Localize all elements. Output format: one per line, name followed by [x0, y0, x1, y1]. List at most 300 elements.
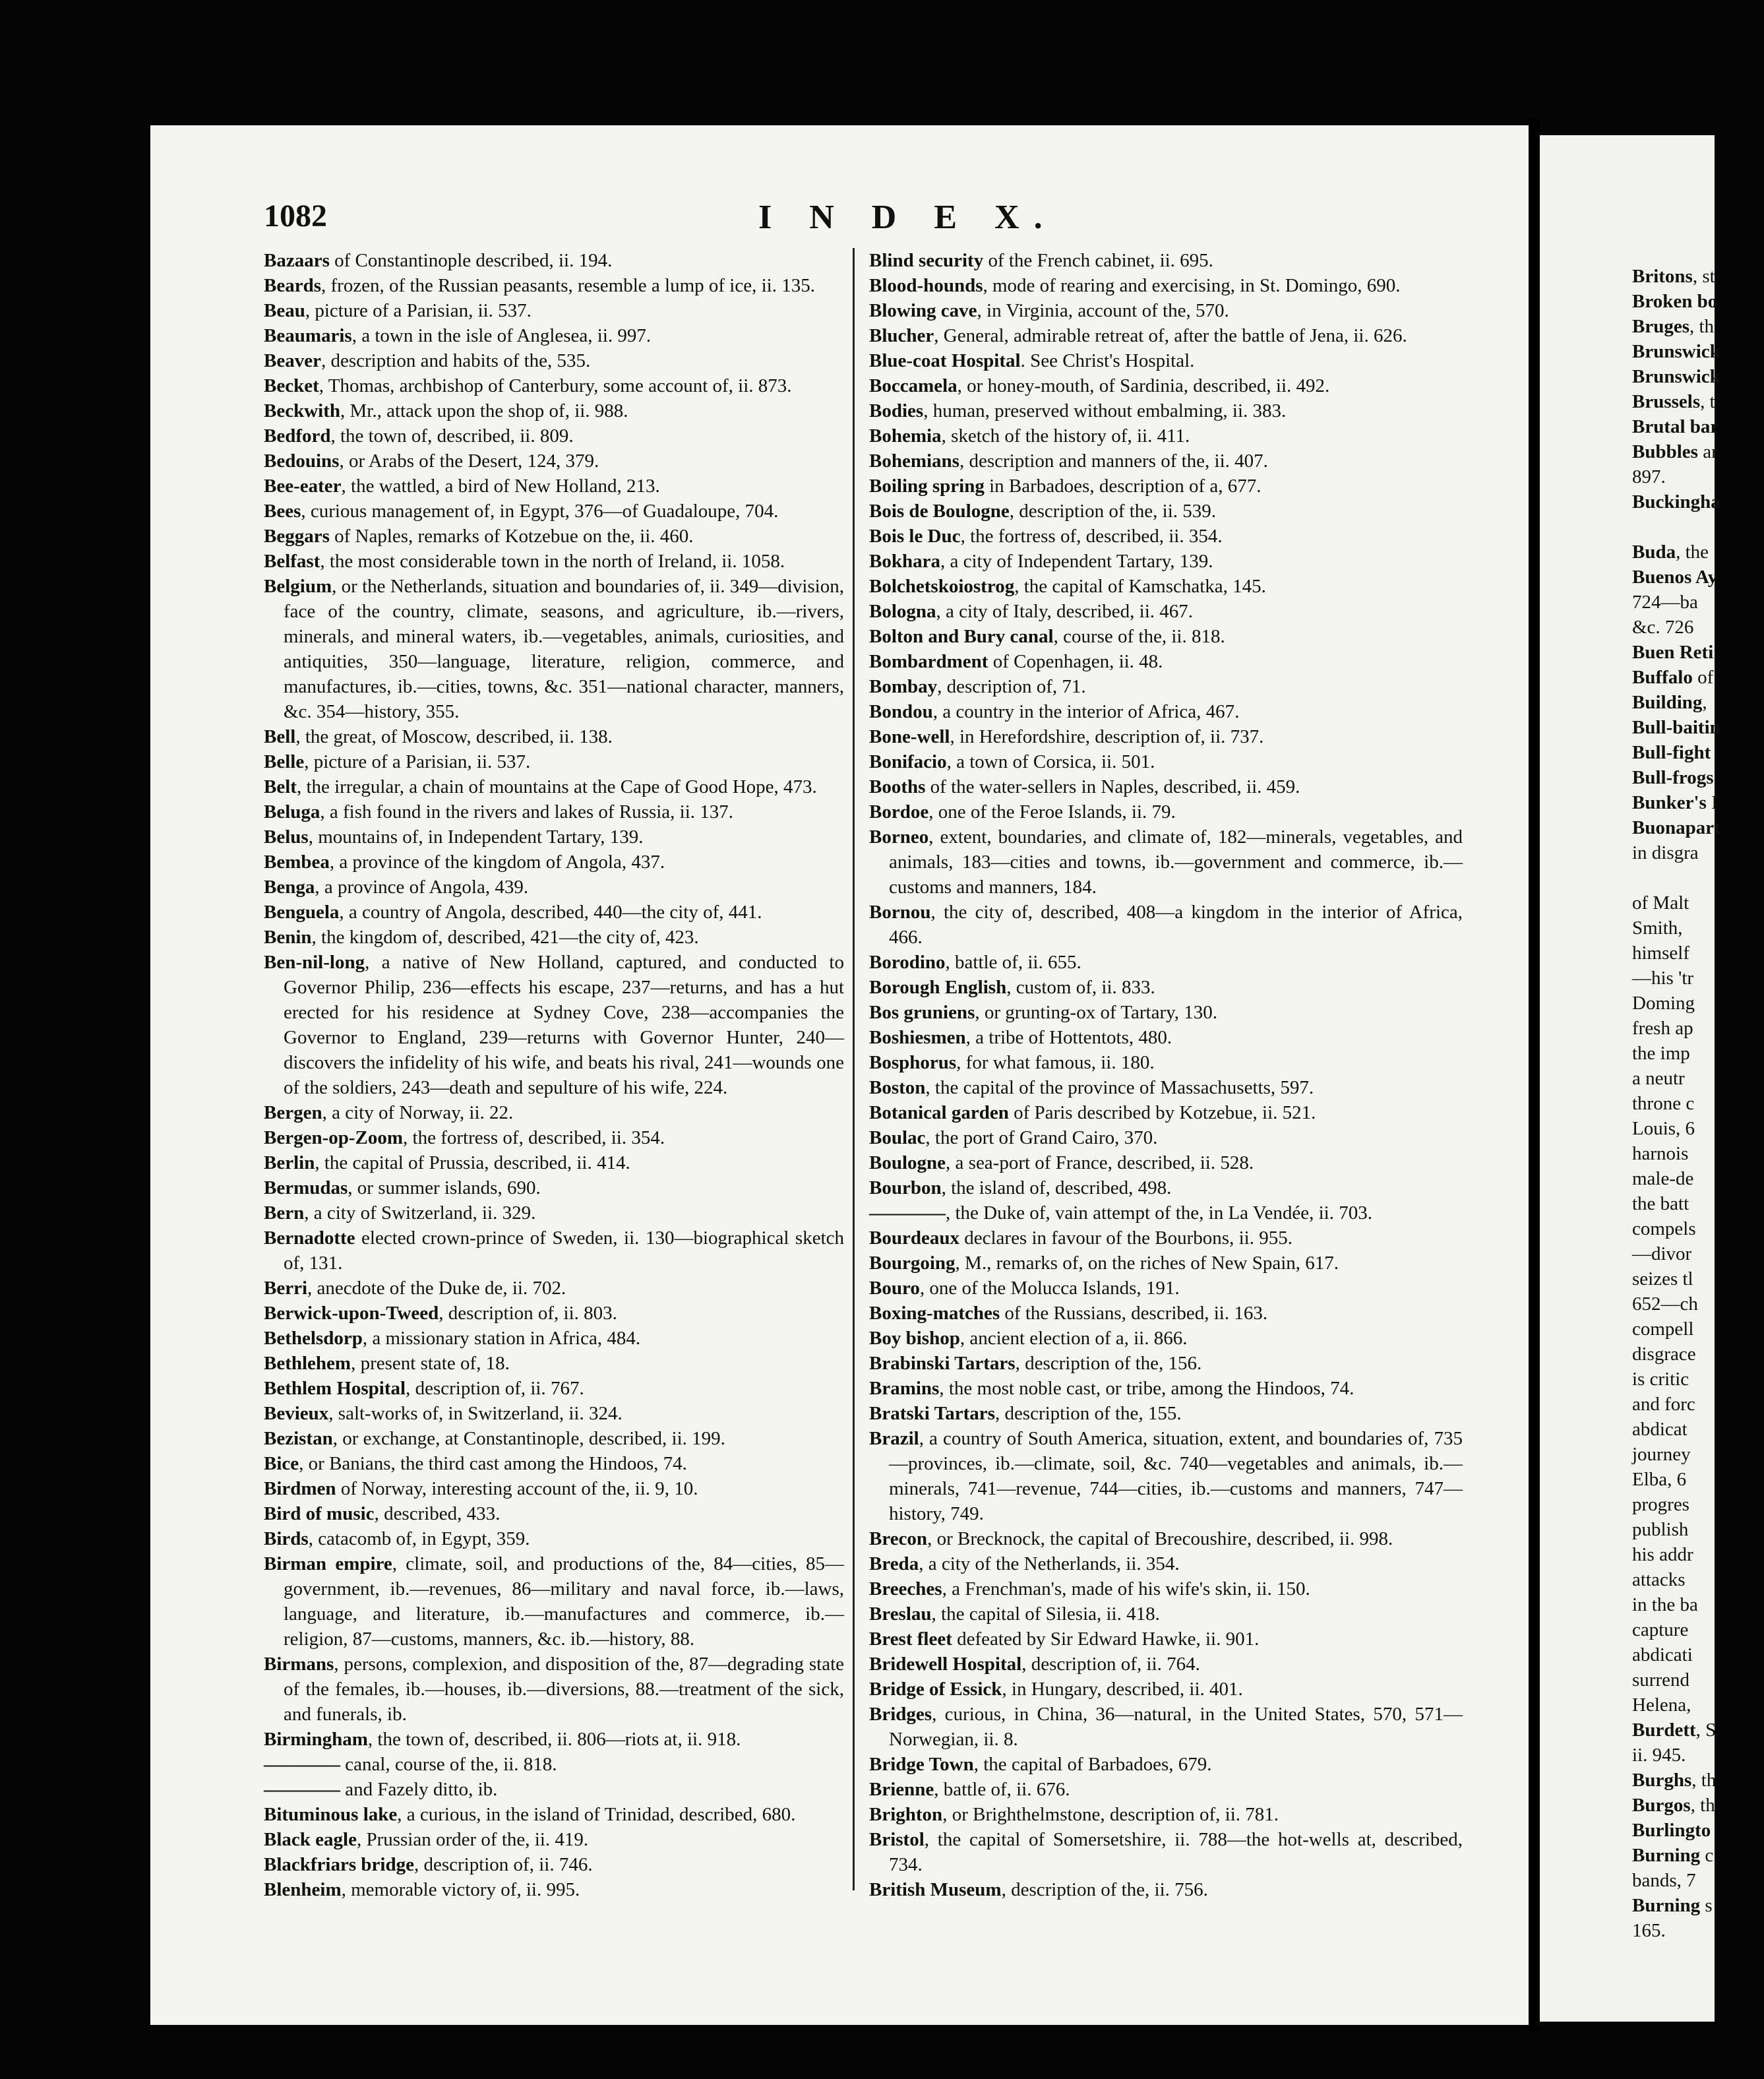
index-entry-headword: Berri	[264, 1278, 308, 1299]
index-entry	[1632, 590, 1764, 615]
index-entry	[264, 1125, 844, 1150]
index-entry-text: , a town of Corsica, ii. 501.	[946, 751, 1155, 772]
index-entry-text: seizes tl	[1632, 1268, 1693, 1289]
index-entry	[869, 1777, 1463, 1802]
index-entry-text: , a Frenchman's, made of his wife's skin, ii. 150.	[942, 1578, 1310, 1599]
index-entry-headword: Bezistan	[264, 1428, 333, 1449]
index-entry-text: Smith,	[1632, 917, 1683, 939]
index-entry	[264, 1476, 844, 1501]
index-entry-text: , the island of, described, 498.	[941, 1177, 1172, 1198]
index-entry-text: —divor	[1632, 1243, 1692, 1264]
index-entry	[264, 298, 844, 323]
index-entry	[869, 824, 1463, 900]
index-entry	[869, 1351, 1463, 1376]
index-entry	[1632, 640, 1764, 665]
index-entry-text: , sketch of the history of, ii. 411.	[941, 425, 1190, 447]
index-entry	[264, 273, 844, 298]
index-entry-text: , human, preserved without embalming, ii. 383.	[923, 400, 1287, 421]
index-entry-headword: Bos gruniens	[869, 1002, 975, 1023]
index-entry-text: , described, 433.	[374, 1503, 501, 1524]
index-entry	[264, 248, 844, 273]
index-entry	[264, 373, 844, 398]
index-entry	[264, 1175, 844, 1200]
index-entry	[1632, 389, 1764, 414]
index-entry	[1632, 1342, 1764, 1367]
index-entry-text: , or Brecknock, the capital of Brecoushire, described, ii. 998.	[927, 1528, 1393, 1549]
index-entry	[264, 549, 844, 574]
index-entry	[869, 1401, 1463, 1426]
index-entry-text: male-de	[1632, 1168, 1694, 1189]
index-entry-text: , the irregular, a chain of mountains at the Cape of Good Hope, 473.	[296, 776, 817, 797]
index-entry-headword: Beaumaris	[264, 325, 352, 346]
index-entry	[1632, 740, 1764, 765]
index-entry	[869, 1576, 1463, 1601]
index-entry-text: bands, 7	[1632, 1870, 1696, 1891]
index-entry-headword: Bethlem Hospital	[264, 1378, 406, 1399]
index-entry-headword: Buen Reti	[1632, 642, 1714, 663]
index-entry	[1632, 1517, 1764, 1542]
index-entry-headword: Bridge of Essick	[869, 1679, 1002, 1700]
index-entry-text: 724—ba	[1632, 592, 1698, 613]
index-entry-headword: Bridges	[869, 1704, 932, 1725]
index-entry	[869, 499, 1463, 524]
index-entry-text: , the capital of Silesia, ii. 418.	[931, 1603, 1160, 1625]
index-entry	[1632, 1843, 1764, 1868]
index-entry-text: surrend	[1632, 1669, 1689, 1691]
index-entry	[869, 1125, 1463, 1150]
index-entry-headword: Birman empire	[264, 1553, 392, 1574]
index-entry	[1632, 790, 1764, 815]
index-entry	[869, 674, 1463, 699]
index-entry	[869, 1376, 1463, 1401]
index-entry-headword: Buda	[1632, 542, 1676, 563]
index-entry-text: , curious management of, in Egypt, 376—of Guadaloupe, 704.	[301, 501, 779, 522]
index-entry-text: , frozen, of the Russian peasants, resemble a lump of ice, ii. 135.	[321, 275, 815, 296]
index-entry-text: , S	[1695, 1720, 1717, 1741]
index-entry-headword: Breeches	[869, 1578, 942, 1599]
index-entry	[1632, 991, 1764, 1016]
index-entry	[869, 1301, 1463, 1326]
index-entry-headword: Ben-nil-long	[264, 952, 365, 973]
index-entry-headword: Berwick-upon-Tweed	[264, 1303, 439, 1324]
index-entry-text: of	[1692, 667, 1714, 688]
index-entry-text: , mode of rearing and exercising, in St. Domingo, 690.	[983, 275, 1401, 296]
index-entry-text: , description and habits of the, 535.	[320, 350, 591, 371]
index-entry-text: of the water-sellers in Naples, described, ii. 459.	[925, 776, 1300, 797]
index-entry	[264, 398, 844, 423]
index-entry-text: canal, course of the, ii. 818.	[340, 1754, 557, 1775]
index-entry-text: , the fortress of, described, ii. 354.	[403, 1127, 665, 1148]
index-entry-headword: Borneo	[869, 826, 929, 848]
index-entry-text: in Barbadoes, description of a, 677.	[984, 476, 1262, 497]
index-entry-headword: Blind security	[869, 250, 984, 271]
index-entry-headword: Breda	[869, 1553, 919, 1574]
index-entry-text: . See Christ's Hospital.	[1020, 350, 1195, 371]
index-entry-headword: Beckwith	[264, 400, 340, 421]
index-entry-text: , description of the, 155.	[994, 1403, 1182, 1424]
index-entry-text: , or Brighthelmstone, description of, ii. 781.	[942, 1804, 1279, 1825]
index-entry-headword: Bice	[264, 1453, 299, 1474]
index-entry-text: , description and manners of the, ii. 407.	[959, 450, 1268, 472]
index-entry-text: , a city of Italy, described, ii. 467.	[936, 601, 1194, 622]
index-entry-text: a neutr	[1632, 1068, 1685, 1089]
index-entry	[1632, 439, 1764, 464]
index-entry-headword: Bonifacio	[869, 751, 947, 772]
index-entry	[264, 774, 844, 799]
index-entry-text: compels	[1632, 1218, 1696, 1239]
index-column-right	[869, 248, 1463, 1902]
index-entry-headword: Becket	[264, 375, 319, 396]
index-entry-headword: Bruges	[1632, 316, 1689, 337]
index-entry	[869, 1652, 1463, 1677]
index-entry-text: , the wattled, a bird of New Holland, 213.	[341, 476, 660, 497]
page-number: 1082	[264, 199, 327, 233]
index-entry-headword: Burning	[1632, 1895, 1701, 1916]
index-entry-headword: Blood-hounds	[869, 275, 983, 296]
index-entry-text: , mountains of, in Independent Tartary, 139.	[308, 826, 644, 848]
index-entry	[1632, 1367, 1764, 1392]
index-entry-text: , the capital of Kamschatka, 145.	[1014, 576, 1266, 597]
index-entry-headword: Beards	[264, 275, 321, 296]
index-entry-text: of the French cabinet, ii. 695.	[983, 250, 1213, 271]
index-entry-text: , a missionary station in Africa, 484.	[362, 1328, 641, 1349]
index-entry	[1632, 464, 1764, 489]
index-entry	[264, 749, 844, 774]
index-entry-text: , battle of, ii. 676.	[934, 1779, 1070, 1800]
index-entry-headword: Birdmen	[264, 1478, 336, 1499]
index-entry-headword: Breslau	[869, 1603, 932, 1625]
index-entry-text: s	[1700, 1895, 1713, 1916]
index-entry-text: 652—ch	[1632, 1293, 1698, 1315]
index-entry-text: , catacomb of, in Egypt, 359.	[308, 1528, 530, 1549]
index-entry-headword: Bergen	[264, 1102, 322, 1123]
index-entry-headword: British Museum	[869, 1879, 1002, 1900]
index-entry-text: , the town of, described, ii. 809.	[330, 425, 574, 447]
index-entry	[869, 1100, 1463, 1125]
index-entry	[264, 875, 844, 900]
index-entry	[264, 1852, 844, 1877]
index-entry	[264, 1301, 844, 1326]
index-entry-headword: Britons	[1632, 266, 1693, 287]
index-entry-text: of Malt	[1632, 892, 1689, 914]
index-entry	[1632, 1793, 1764, 1818]
index-entry-text: disgrace	[1632, 1344, 1696, 1365]
index-entry	[264, 1100, 844, 1125]
index-entry-text: elected crown-prince of Sweden, ii. 130—biographical sketch of, 131.	[284, 1227, 844, 1274]
index-column-left	[264, 248, 844, 1902]
index-entry	[869, 1877, 1463, 1902]
index-entry-text: 897.	[1632, 466, 1666, 487]
index-entry	[1632, 1692, 1764, 1718]
index-entry	[264, 1802, 844, 1827]
index-entry-text: , the capital of Barbadoes, 679.	[973, 1754, 1212, 1775]
index-entry-headword: Blowing cave	[869, 300, 977, 321]
index-entry-text: , one of the Molucca Islands, 191.	[919, 1278, 1180, 1299]
index-entry	[1632, 1016, 1764, 1041]
index-entry-headword: Bristol	[869, 1829, 925, 1850]
index-entry-headword: Bituminous lake	[264, 1804, 398, 1825]
index-entry-headword: Brienne	[869, 1779, 934, 1800]
index-entry	[869, 1175, 1463, 1200]
index-entry-text: , the port of Grand Cairo, 370.	[925, 1127, 1158, 1148]
index-entry-text: , description of, 71.	[937, 676, 1086, 697]
index-entry	[1632, 489, 1764, 514]
index-entry	[264, 1426, 844, 1451]
index-entry-headword: Brazil	[869, 1428, 919, 1449]
index-entry	[869, 1226, 1463, 1251]
index-entry	[264, 499, 844, 524]
index-entry-text: and forc	[1632, 1394, 1695, 1415]
index-entry	[1632, 1191, 1764, 1216]
index-entry-text: , or the Netherlands, situation and boundaries of, ii. 349—division, face of the country, climate, seasons, and agriculture, ib.—rivers, minerals, and mineral waters, ib.—vegetables, animals, curiosities, and antiquities, 350—language, literature, religion, commerce, and manufactures, ib.—cities, towns, &c. 351—national character, manners, &c. 354—history, 355.	[284, 576, 844, 722]
index-entry	[1632, 1818, 1764, 1843]
index-entry-headword: Bethlehem	[264, 1353, 351, 1374]
index-entry-text: of Naples, remarks of Kotzebue on the, ii. 460.	[329, 526, 694, 547]
index-entry-headword: ————	[869, 1202, 946, 1224]
index-entry-text: , General, admirable retreat of, after the battle of Jena, ii. 626.	[934, 325, 1407, 346]
index-entry-text: of the Russians, described, ii. 163.	[1000, 1303, 1268, 1324]
index-entry	[1632, 615, 1764, 640]
index-entry	[869, 624, 1463, 649]
index-entry-headword: Bees	[264, 501, 301, 522]
index-entry-headword: Boshiesmen	[869, 1027, 966, 1048]
index-entry-headword: Bridewell Hospital	[869, 1654, 1022, 1675]
index-entry-text: , a city of the Netherlands, ii. 354.	[919, 1553, 1180, 1574]
index-entry-headword: Bourbon	[869, 1177, 942, 1198]
index-entry-headword: Bermudas	[264, 1177, 348, 1198]
index-entry-headword: Brutal bar	[1632, 416, 1719, 437]
index-entry-text: Elba, 6	[1632, 1469, 1687, 1490]
index-entry-text: the imp	[1632, 1043, 1690, 1064]
index-entry	[1632, 1542, 1764, 1567]
index-entry-text: Helena,	[1632, 1694, 1691, 1716]
index-entry-headword: Bembea	[264, 852, 330, 873]
index-entry-headword: Bratski Tartars	[869, 1403, 995, 1424]
index-entry	[869, 398, 1463, 423]
index-entry-text: fresh ap	[1632, 1018, 1693, 1039]
index-entry-text: , for what famous, ii. 180.	[956, 1052, 1155, 1073]
index-entry	[869, 323, 1463, 348]
index-entry-headword: Bois de Boulogne	[869, 501, 1010, 522]
index-entry	[1632, 1592, 1764, 1617]
index-entry	[869, 1827, 1463, 1877]
index-entry-text: himself	[1632, 943, 1689, 964]
index-entry	[869, 1150, 1463, 1175]
index-entry	[1632, 1567, 1764, 1592]
index-entry-headword: Brabinski Tartars	[869, 1353, 1016, 1374]
index-entry	[869, 298, 1463, 323]
index-entry-text: , or summer islands, 690.	[348, 1177, 541, 1198]
index-entry-headword: Benin	[264, 927, 312, 948]
index-entry-text: , description of the, 156.	[1015, 1353, 1202, 1374]
index-entry-headword: Beau	[264, 300, 305, 321]
index-entry	[869, 423, 1463, 449]
index-entry-headword: Bridge Town	[869, 1754, 974, 1775]
index-entry	[264, 1777, 844, 1802]
index-entry-headword: Bosphorus	[869, 1052, 957, 1073]
index-entry	[264, 1727, 844, 1752]
index-entry	[1632, 565, 1764, 590]
index-entry	[1632, 915, 1764, 941]
index-entry	[264, 423, 844, 449]
index-entry	[1632, 1116, 1764, 1141]
index-entry-text: journey	[1632, 1444, 1691, 1465]
index-entry-text: Doming	[1632, 993, 1695, 1014]
index-entry	[869, 1200, 1463, 1226]
index-entry-text: of Constantinople described, ii. 194.	[329, 250, 613, 271]
index-entry	[264, 850, 844, 875]
index-entry-headword: Bee-eater	[264, 476, 342, 497]
index-entry	[264, 925, 844, 950]
index-entry-text: , or honey-mouth, of Sardinia, described, ii. 492.	[957, 375, 1330, 396]
index-entry	[869, 1802, 1463, 1827]
index-entry	[264, 1200, 844, 1226]
index-entry-text: , t	[1700, 391, 1715, 412]
index-entry-text: declares in favour of the Bourbons, ii. 955.	[959, 1227, 1293, 1249]
index-entry	[264, 574, 844, 724]
index-entry-headword: Buckingha	[1632, 491, 1720, 512]
index-entry-text: , Prussian order of the, ii. 419.	[356, 1829, 589, 1850]
index-entry-headword: Bubbles	[1632, 441, 1698, 462]
index-entry	[1632, 966, 1764, 991]
index-entry-headword: Burgos	[1632, 1795, 1691, 1816]
index-entry-text: , a sea-port of France, described, ii. 528.	[946, 1152, 1254, 1173]
index-entry-text: , the most considerable town in the north of Ireland, ii. 1058.	[320, 551, 785, 572]
index-entry	[1632, 1718, 1764, 1743]
index-entry-headword: Brecon	[869, 1528, 928, 1549]
index-entry	[1632, 314, 1764, 339]
index-entry-headword: Booths	[869, 776, 926, 797]
index-entry-text: , course of the, ii. 818.	[1053, 626, 1225, 647]
index-entry-headword: Bodies	[869, 400, 924, 421]
index-entry-text: defeated by Sir Edward Hawke, ii. 901.	[952, 1629, 1260, 1650]
index-entry-text: , extent, boundaries, and climate of, 182—minerals, vegetables, and animals, 183—cities and towns, ib.—government and commerce, ib.—customs and manners, 184.	[889, 826, 1463, 898]
index-entry-headword: ————	[264, 1779, 340, 1800]
index-entry	[1632, 941, 1764, 966]
index-entry-text: I	[1706, 792, 1718, 813]
index-entry-text: , salt-works of, in Switzerland, ii. 324.	[328, 1403, 623, 1424]
index-entry-headword: Birds	[264, 1528, 309, 1549]
index-entry	[264, 799, 844, 824]
index-entry-text: , th	[1690, 1795, 1715, 1816]
index-entry-headword: Belle	[264, 751, 305, 772]
index-entry	[869, 1276, 1463, 1301]
index-entry	[1632, 339, 1764, 364]
index-entry-text: , or grunting-ox of Tartary, 130.	[975, 1002, 1217, 1023]
index-entry-headword: Blackfriars bridge	[264, 1854, 414, 1875]
index-entry-text: , the capital of Somersetshire, ii. 788—the hot-wells at, described, 734.	[889, 1829, 1463, 1875]
index-entry-headword: Bazaars	[264, 250, 330, 271]
index-entry-text: , the town of, described, ii. 806—riots at, ii. 918.	[367, 1729, 741, 1750]
index-entry	[1632, 1417, 1764, 1442]
index-entry-text: , or Arabs of the Desert, 124, 379.	[339, 450, 599, 472]
index-entry-text: ar	[1697, 441, 1718, 462]
index-entry	[1632, 1918, 1764, 1943]
index-entry-headword: Bouro	[869, 1278, 920, 1299]
index-entry-text: , a city of Norway, ii. 22.	[322, 1102, 514, 1123]
index-entry-headword: Birmingham	[264, 1729, 368, 1750]
index-entry-headword: Brussels	[1632, 391, 1701, 412]
index-entry	[869, 1752, 1463, 1777]
index-entry	[264, 1376, 844, 1401]
index-entry-text: of Norway, interesting account of the, ii. 9, 10.	[336, 1478, 698, 1499]
index-entry-headword: Bell	[264, 726, 296, 747]
index-entry-text: of Paris described by Kotzebue, ii. 521.	[1008, 1102, 1316, 1123]
index-entry-text: 165.	[1632, 1920, 1666, 1941]
index-entry-headword: Bourgoing	[869, 1253, 956, 1274]
index-entry-headword: Building	[1632, 692, 1703, 713]
index-entry-text: , picture of a Parisian, ii. 537.	[305, 300, 532, 321]
index-entry	[264, 1652, 844, 1727]
index-entry-headword: Bohemians	[869, 450, 959, 472]
index-entry-headword: Bois le Duc	[869, 526, 961, 547]
index-entry-text: , memorable victory of, ii. 995.	[341, 1879, 580, 1900]
index-entry-headword: Bramins	[869, 1378, 940, 1399]
index-entry	[1632, 865, 1764, 890]
index-entry-headword: Bombay	[869, 676, 938, 697]
index-entry-text: throne c	[1632, 1093, 1695, 1114]
index-entry	[1632, 414, 1764, 439]
index-entry	[869, 1075, 1463, 1100]
index-entry	[264, 1877, 844, 1902]
index-entry-text: , anecdote of the Duke de, ii. 702.	[307, 1278, 566, 1299]
index-entry-text: capture	[1632, 1619, 1689, 1640]
index-entry	[1632, 1492, 1764, 1517]
next-page-column	[1632, 264, 1764, 1943]
index-entry	[264, 348, 844, 373]
index-entry-text: ,	[1702, 692, 1707, 713]
index-entry	[264, 1150, 844, 1175]
index-entry-text: , present state of, 18.	[351, 1353, 510, 1374]
index-entry-headword: Bologna	[869, 601, 936, 622]
index-entry	[869, 373, 1463, 398]
index-entry	[1632, 1041, 1764, 1066]
index-entry	[1632, 1893, 1764, 1918]
index-entry-headword: Blenheim	[264, 1879, 342, 1900]
index-entry	[869, 1677, 1463, 1702]
index-entry	[1632, 840, 1764, 865]
index-entry-text: , custom of, ii. 833.	[1006, 977, 1155, 998]
index-entry-headword: Bornou	[869, 902, 931, 923]
index-entry-headword: Beaver	[264, 350, 321, 371]
index-entry-text: , curious, in China, 36—natural, in the United States, 570, 571—Norwegian, ii. 8.	[889, 1704, 1463, 1750]
index-entry	[869, 474, 1463, 499]
index-entry	[264, 1551, 844, 1652]
index-entry-text: , Mr., attack upon the shop of, ii. 988.	[340, 400, 628, 421]
index-entry-text: attacks	[1632, 1569, 1686, 1590]
index-entry	[869, 1601, 1463, 1627]
index-entry	[264, 1501, 844, 1526]
index-entry-headword: Bird of music	[264, 1503, 375, 1524]
index-entry-text: , or exchange, at Constantinople, described, ii. 199.	[332, 1428, 725, 1449]
index-entry-text: , the capital of the province of Massachusetts, 597.	[925, 1077, 1314, 1098]
index-entry-headword: Bordoe	[869, 801, 929, 822]
index-entry-headword: Bernadotte	[264, 1227, 355, 1249]
index-entry-text: , a native of New Holland, captured, and conducted to Governor Philip, 236—effects his escape, 237—returns, and has a hut erected for his residence at Sydney Cove, 238—accompanies the Governor to England, 239—returns with Governor Hunter, 240—discovers the infidelity of his wife, and beats his rival, 241—wounds one of the soldiers, 243—death and sepulture of his wife, 224.	[284, 952, 844, 1098]
index-entry	[1632, 1266, 1764, 1291]
index-entry-headword: Brighton	[869, 1804, 943, 1825]
index-entry-headword: Beluga	[264, 801, 320, 822]
index-entry-headword: Boiling spring	[869, 476, 985, 497]
index-entry	[1632, 1642, 1764, 1667]
index-entry-text: publish	[1632, 1519, 1689, 1540]
index-entry-headword: Burlingto	[1632, 1820, 1711, 1841]
index-entry-headword: Berlin	[264, 1152, 315, 1173]
column-divider	[853, 248, 855, 1890]
index-entry-text: progres	[1632, 1494, 1689, 1515]
index-entry-headword: Bolton and Bury canal	[869, 626, 1054, 647]
index-entry-text: , the	[1676, 542, 1709, 563]
